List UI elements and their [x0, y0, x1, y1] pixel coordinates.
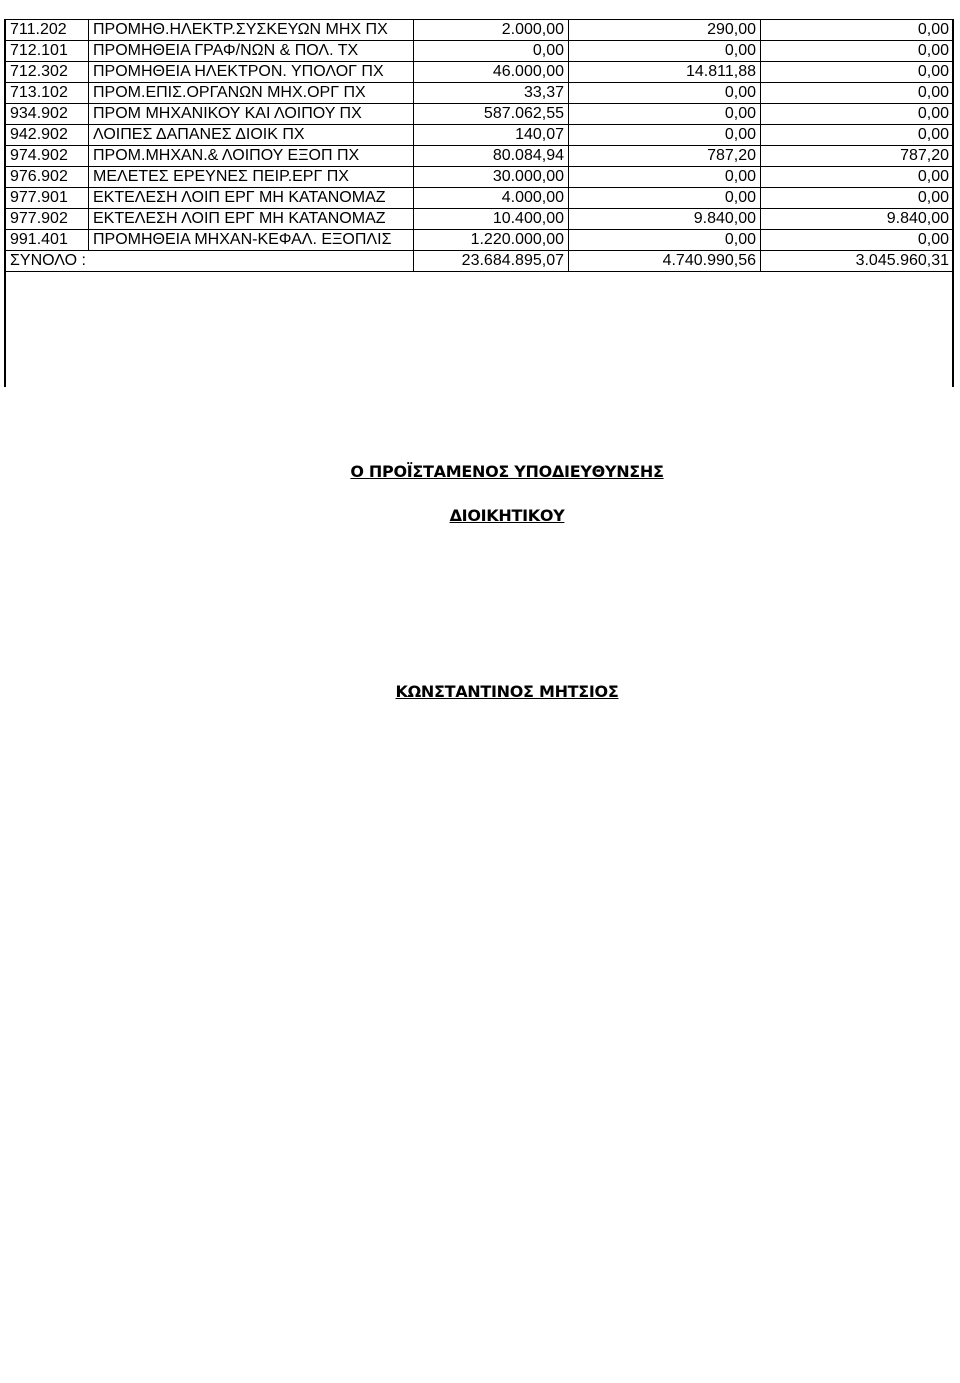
row-value-3: 0,00 [761, 230, 954, 251]
row-value-3: 787,20 [761, 146, 954, 167]
total-value-2: 4.740.990,56 [569, 251, 761, 272]
row-code: 942.902 [6, 125, 89, 146]
row-description: ΛΟΙΠΕΣ ΔΑΠΑΝΕΣ ΔΙΟΙΚ ΠΧ [89, 125, 414, 146]
table-row [6, 209, 954, 230]
row-value-3: 0,00 [761, 188, 954, 209]
row-value-1: 587.062,55 [414, 104, 569, 125]
row-value-2: 14.811,88 [569, 62, 761, 83]
table-row [6, 125, 954, 146]
row-value-1: 46.000,00 [414, 62, 569, 83]
row-value-1: 33,37 [414, 83, 569, 104]
row-value-3: 0,00 [761, 167, 954, 188]
row-value-3: 0,00 [761, 125, 954, 146]
row-value-2: 0,00 [569, 125, 761, 146]
row-description: ΠΡΟΜΗΘΕΙΑ ΜΗΧΑΝ-ΚΕΦΑΛ. ΕΞΟΠΛΙΣ [89, 230, 414, 251]
row-code: 974.902 [6, 146, 89, 167]
signature-name: ΚΩΝΣΤΑΝΤΙΝΟΣ ΜΗΤΣΙΟΣ [395, 682, 619, 701]
table-row [6, 230, 954, 251]
table-row [6, 62, 954, 83]
row-value-3: 0,00 [761, 83, 954, 104]
row-value-3: 0,00 [761, 62, 954, 83]
row-value-1: 30.000,00 [414, 167, 569, 188]
total-row [6, 251, 954, 272]
row-code: 712.101 [6, 41, 89, 62]
row-description: ΠΡΟΜΗΘ.ΗΛΕΚΤΡ.ΣΥΣΚΕΥΩΝ ΜΗΧ ΠΧ [89, 20, 414, 41]
total-value-1: 23.684.895,07 [414, 251, 569, 272]
row-code: 712.302 [6, 62, 89, 83]
row-description: ΠΡΟΜ.ΕΠΙΣ.ΟΡΓΑΝΩΝ ΜΗΧ.ΟΡΓ ΠΧ [89, 83, 414, 104]
row-value-2: 0,00 [569, 83, 761, 104]
total-value-3: 3.045.960,31 [761, 251, 954, 272]
row-code: 991.401 [6, 230, 89, 251]
row-code: 711.202 [6, 20, 89, 41]
row-value-2: 0,00 [569, 230, 761, 251]
table-row [6, 83, 954, 104]
row-description: ΠΡΟΜΗΘΕΙΑ ΗΛΕΚΤΡΟΝ. ΥΠΟΛΟΓ ΠΧ [89, 62, 414, 83]
row-description: ΠΡΟΜ ΜΗΧΑΝΙΚΟΥ ΚΑΙ ΛΟΙΠΟΥ ΠΧ [89, 104, 414, 125]
signature-title-line1: Ο ΠΡΟΪΣΤΑΜΕΝΟΣ ΥΠΟΔΙΕΥΘΥΝΣΗΣ [350, 462, 664, 481]
row-description: ΠΡΟΜ.ΜΗΧΑΝ.& ΛΟΙΠΟΥ ΕΞΟΠ ΠΧ [89, 146, 414, 167]
row-value-1: 0,00 [414, 41, 569, 62]
row-value-3: 9.840,00 [761, 209, 954, 230]
row-code: 976.902 [6, 167, 89, 188]
row-description: ΜΕΛΕΤΕΣ ΕΡΕΥΝΕΣ ΠΕΙΡ.ΕΡΓ ΠΧ [89, 167, 414, 188]
row-value-1: 4.000,00 [414, 188, 569, 209]
row-value-1: 140,07 [414, 125, 569, 146]
row-code: 977.901 [6, 188, 89, 209]
row-code: 934.902 [6, 104, 89, 125]
row-description: ΠΡΟΜΗΘΕΙΑ ΓΡΑΦ/ΝΩΝ & ΠΟΛ. ΤΧ [89, 41, 414, 62]
row-value-2: 0,00 [569, 41, 761, 62]
row-value-2: 787,20 [569, 146, 761, 167]
row-description: ΕΚΤΕΛΕΣΗ ΛΟΙΠ ΕΡΓ ΜΗ ΚΑΤΑΝΟΜΑΖ [89, 188, 414, 209]
row-value-2: 0,00 [569, 188, 761, 209]
row-value-1: 80.084,94 [414, 146, 569, 167]
table-row [6, 146, 954, 167]
signature-title-line2: ΔΙΟΙΚΗΤΙΚΟΥ [449, 506, 565, 525]
row-value-2: 9.840,00 [569, 209, 761, 230]
table-row [6, 41, 954, 62]
table-row [6, 167, 954, 188]
row-value-1: 10.400,00 [414, 209, 569, 230]
row-code: 977.902 [6, 209, 89, 230]
row-value-3: 0,00 [761, 104, 954, 125]
table-row [6, 104, 954, 125]
total-label: ΣΥΝΟΛΟ : [6, 251, 414, 272]
table-row [6, 188, 954, 209]
row-value-2: 0,00 [569, 167, 761, 188]
row-value-2: 0,00 [569, 104, 761, 125]
row-value-3: 0,00 [761, 41, 954, 62]
budget-table [5, 19, 954, 272]
row-code: 713.102 [6, 83, 89, 104]
row-value-2: 290,00 [569, 20, 761, 41]
row-value-1: 2.000,00 [414, 20, 569, 41]
row-value-3: 0,00 [761, 20, 954, 41]
row-description: ΕΚΤΕΛΕΣΗ ΛΟΙΠ ΕΡΓ ΜΗ ΚΑΤΑΝΟΜΑΖ [89, 209, 414, 230]
row-value-1: 1.220.000,00 [414, 230, 569, 251]
table-row [6, 20, 954, 41]
